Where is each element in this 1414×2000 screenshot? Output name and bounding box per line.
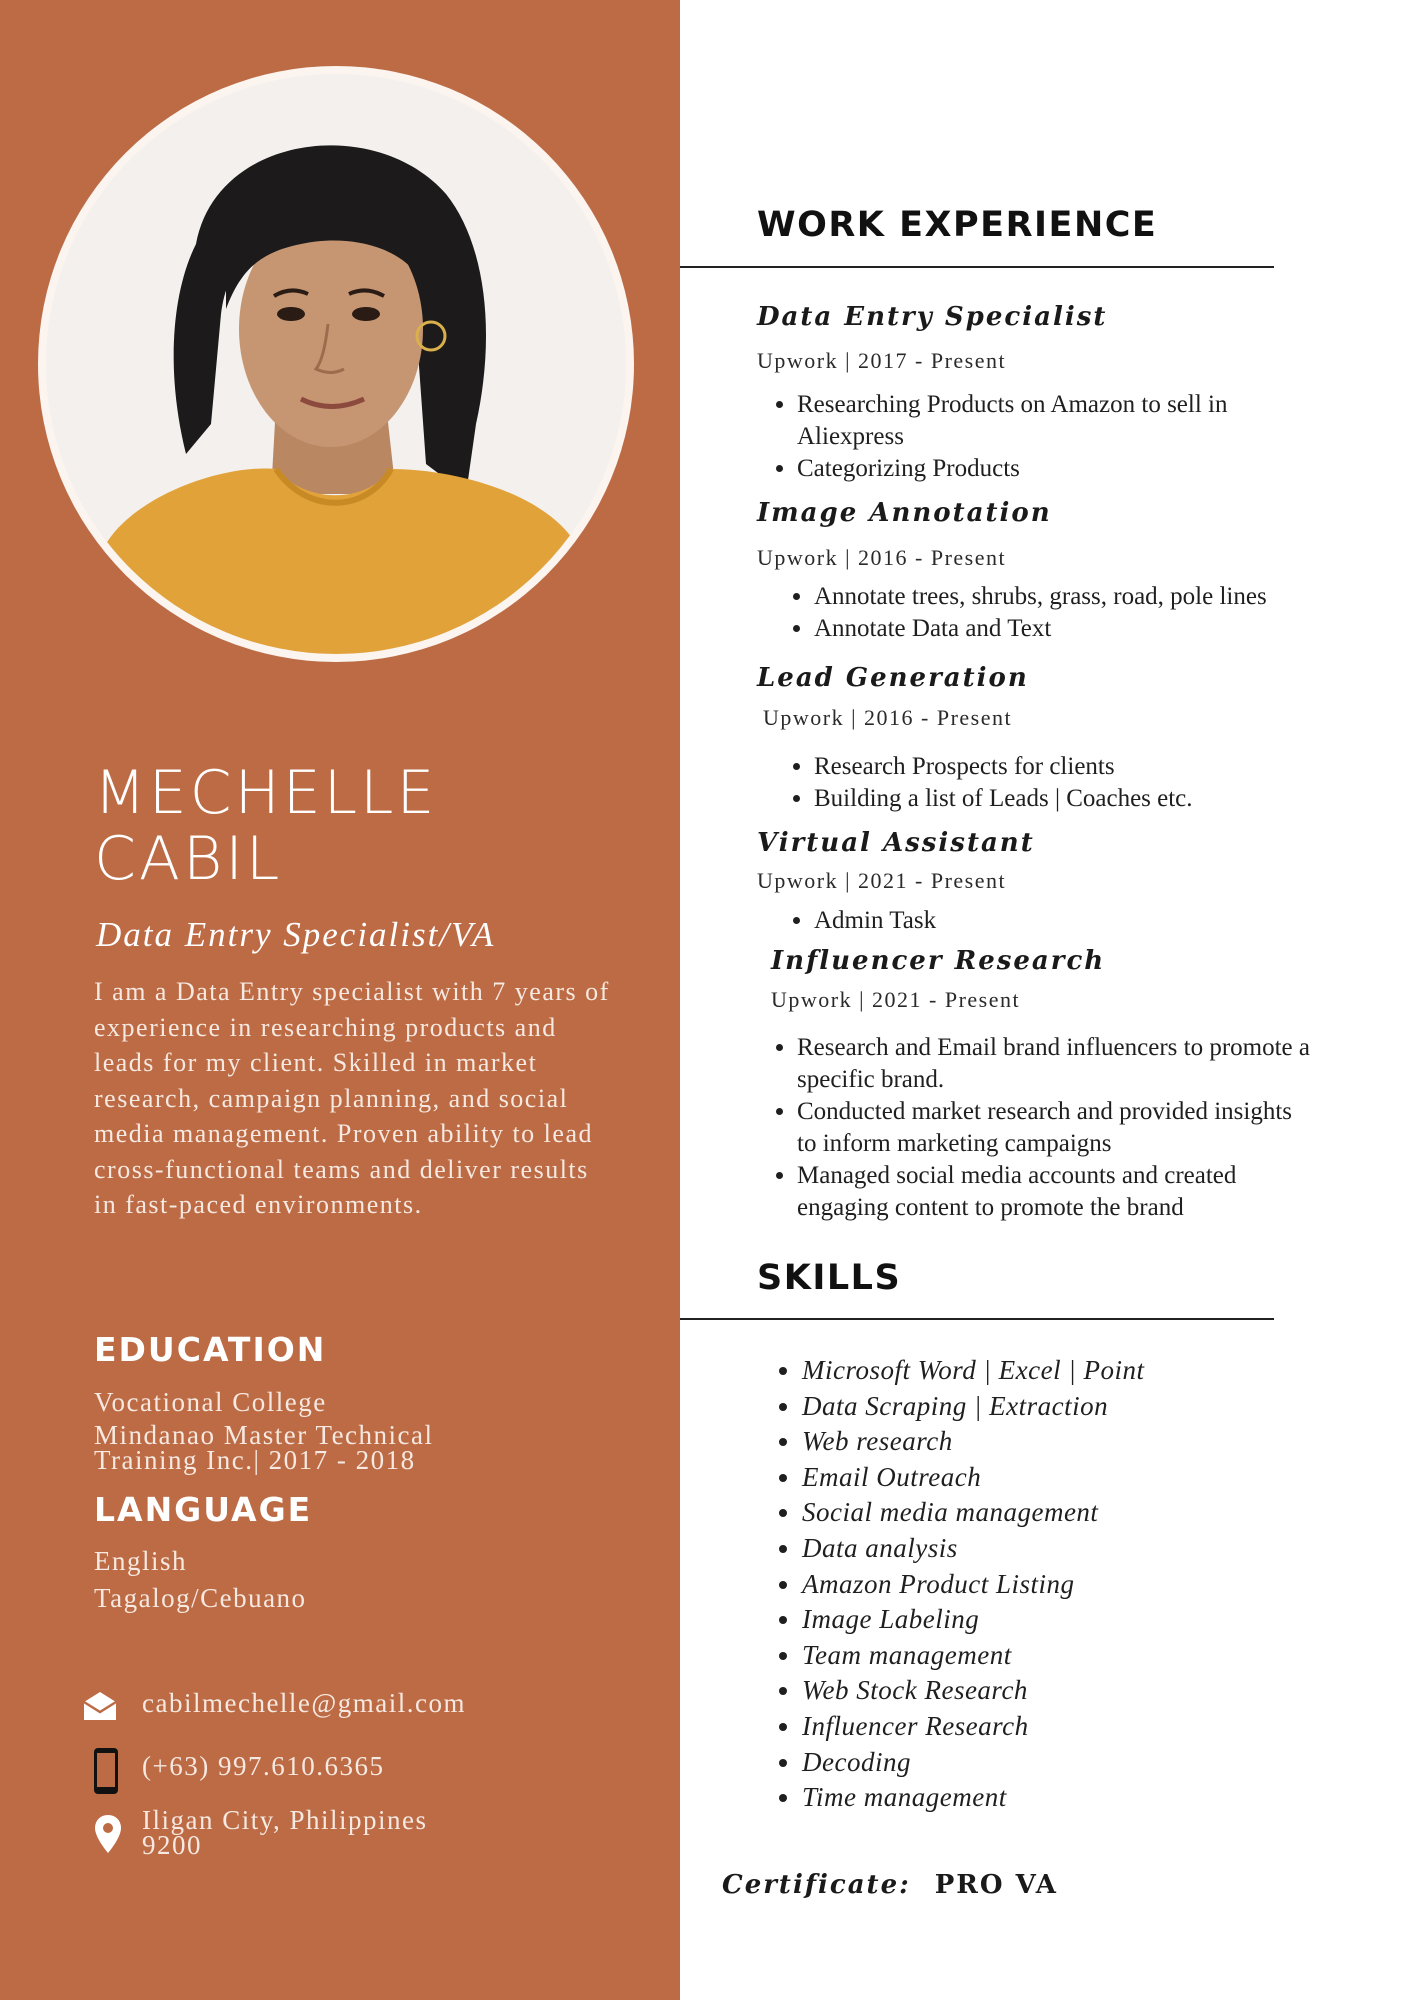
- profile-photo-illustration: [46, 74, 626, 654]
- location-pin-icon: [94, 1814, 122, 1854]
- job-bullets: [757, 1032, 1317, 1224]
- skills-heading: SKILLS: [757, 1258, 902, 1298]
- skill-item: • Time management: [802, 1780, 1145, 1816]
- education-school: [94, 1420, 434, 1475]
- candidate-role: Data Entry Specialist/VA: [96, 915, 496, 954]
- skill-item: • Microsoft Word | Excel | Point: [802, 1353, 1145, 1389]
- skill-item: • Influencer Research: [802, 1709, 1145, 1745]
- skill-item: • Data analysis: [802, 1531, 1145, 1567]
- job-bullet: • Research Prospects for clients: [814, 751, 1374, 783]
- job-bullet: • Conducted market research and provided insights to inform marketing campaigns: [797, 1096, 1317, 1160]
- language-item: Tagalog/Cebuano: [94, 1583, 307, 1613]
- language-item: English: [94, 1546, 188, 1576]
- contact-address: [142, 1805, 428, 1860]
- candidate-name: [94, 760, 654, 892]
- job-meta: Upwork | 2021 - Present: [757, 868, 1007, 893]
- profile-photo-frame: [38, 66, 634, 662]
- job-title: Image Annotation: [757, 498, 1052, 528]
- job-bullet: • Building a list of Leads | Coaches etc.: [814, 783, 1374, 815]
- skill-item: • Team management: [802, 1638, 1145, 1674]
- education-school-type: Vocational College: [94, 1387, 327, 1417]
- job-bullet: • Annotate Data and Text: [814, 613, 1374, 645]
- job-bullets: [774, 581, 1374, 645]
- job-bullet: • Categorizing Products: [797, 453, 1317, 485]
- profile-photo: [46, 74, 626, 654]
- certificate-label: Certificate:: [722, 1870, 911, 1900]
- job-meta: Upwork | 2021 - Present: [771, 987, 1021, 1012]
- education-heading: EDUCATION: [94, 1330, 327, 1369]
- contact-phone[interactable]: (+63) 997.610.6365: [142, 1751, 385, 1781]
- job-bullet: • Researching Products on Amazon to sell in Aliexpress: [797, 389, 1317, 453]
- sidebar: [0, 0, 680, 2000]
- job-title: Data Entry Specialist: [757, 302, 1108, 332]
- skills-list: [762, 1353, 1145, 1816]
- skill-item: • Web Stock Research: [802, 1673, 1145, 1709]
- name-last: CABIL: [94, 824, 283, 894]
- contact-email[interactable]: cabilmechelle@gmail.com: [142, 1688, 466, 1718]
- skill-item: • Image Labeling: [802, 1602, 1145, 1638]
- job-bullets: [774, 751, 1374, 815]
- education-school-name: Mindanao Master Technical: [94, 1420, 434, 1450]
- section-divider: [680, 266, 1274, 268]
- envelope-icon: [82, 1690, 118, 1722]
- skill-item: • Data Scraping | Extraction: [802, 1389, 1145, 1425]
- job-meta: Upwork | 2017 - Present: [757, 348, 1007, 373]
- job-bullets: [774, 905, 1314, 937]
- language-heading: LANGUAGE: [94, 1490, 313, 1529]
- contact-address-city: Iligan City, Philippines: [142, 1805, 428, 1835]
- name-first: MECHELLE: [94, 758, 438, 828]
- job-bullet: • Admin Task: [814, 905, 1314, 937]
- skill-item: • Email Outreach: [802, 1460, 1145, 1496]
- job-bullets: [757, 389, 1317, 485]
- contact-address-zip: 9200: [142, 1830, 202, 1860]
- phone-icon: [92, 1747, 120, 1795]
- section-divider: [680, 1318, 1274, 1320]
- certificate-value: PRO VA: [934, 1870, 1058, 1900]
- job-title: Virtual Assistant: [757, 828, 1035, 858]
- job-bullet: • Research and Email brand influencers to promote a specific brand.: [797, 1032, 1317, 1096]
- job-bullet: • Managed social media accounts and created engaging content to promote the brand: [797, 1160, 1317, 1224]
- profile-summary: I am a Data Entry specialist with 7 years of experience in researching products and leads for my client. Skilled in market research, campaign planning, and social media management. Proven ability to lead cross-functional teams and deliver results in fast-paced environments.: [94, 977, 610, 1219]
- work-experience-heading: WORK EXPERIENCE: [757, 205, 1158, 245]
- job-title: Lead Generation: [757, 663, 1029, 693]
- skill-item: • Social media management: [802, 1495, 1145, 1531]
- job-meta: Upwork | 2016 - Present: [757, 545, 1007, 570]
- job-title: Influencer Research: [771, 946, 1106, 976]
- education-school-dates: Training Inc.| 2017 - 2018: [94, 1445, 416, 1475]
- skill-item: • Decoding: [802, 1745, 1145, 1781]
- skill-item: • Web research: [802, 1424, 1145, 1460]
- certificate: [722, 1870, 1058, 1900]
- job-bullet: • Annotate trees, shrubs, grass, road, pole lines: [814, 581, 1374, 613]
- skill-item: • Amazon Product Listing: [802, 1567, 1145, 1603]
- job-meta: Upwork | 2016 - Present: [763, 705, 1013, 730]
